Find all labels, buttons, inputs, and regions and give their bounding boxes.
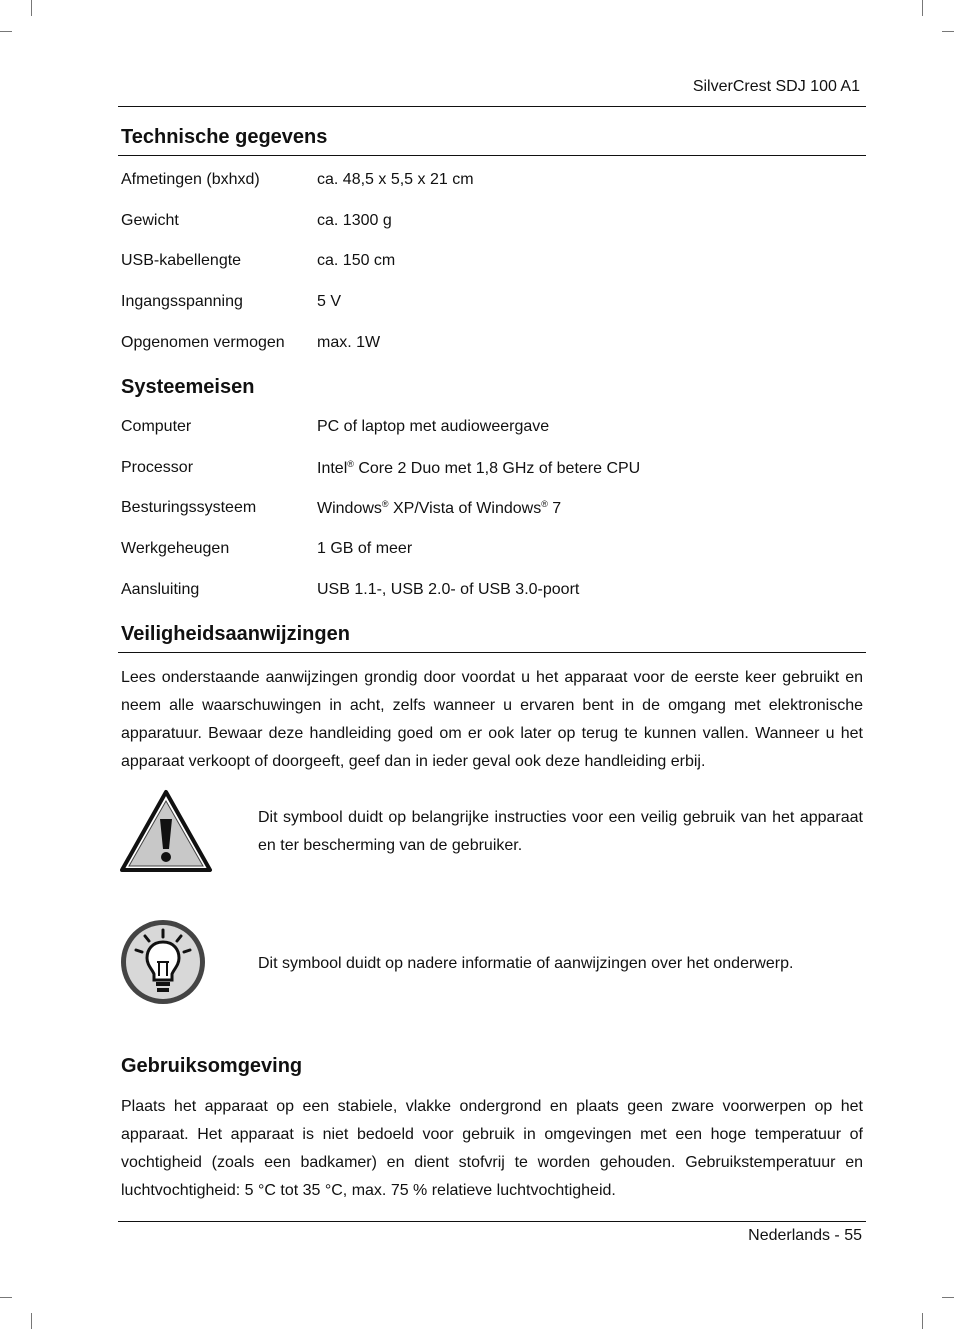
spec-label: Ingangsspanning <box>121 293 243 310</box>
section-rule <box>118 155 866 156</box>
spec-label: Afmetingen (bxhxd) <box>121 171 260 188</box>
spec-value: ca. 1300 g <box>317 212 392 229</box>
registered-mark: ® <box>381 499 389 509</box>
requirement-label: Computer <box>121 418 192 435</box>
crop-mark <box>0 1297 12 1298</box>
value-text: Intel <box>317 460 348 477</box>
value-text: 7 <box>547 500 562 517</box>
section-title-environment: Gebruiksomgeving <box>121 1055 303 1077</box>
registered-mark: ® <box>347 459 354 469</box>
requirement-value <box>317 459 640 478</box>
crop-mark <box>922 0 923 16</box>
crop-mark <box>942 1297 954 1298</box>
requirement-label: Aansluiting <box>121 581 200 598</box>
section-title-safety: Veiligheidsaanwijzingen <box>121 623 350 645</box>
running-header: SilverCrest SDJ 100 A1 <box>692 78 860 95</box>
requirement-value <box>317 499 561 518</box>
safety-intro: Lees onderstaande aanwijzingen grondig door voordat u het apparaat voor de eerste keer gebruikt en neem alle waarschuwingen in acht, zelfs wanneer u ervaren bent in de omgang met elektronische apparatuur. Bewaar deze handleiding goed om er ook later op terug te kunnen vallen. Wanneer u het apparaat verkoopt of doorgeeft, geef dan in ieder geval ook deze handleiding erbij. <box>121 669 863 770</box>
value-text: Windows <box>317 500 382 517</box>
requirement-value: USB 1.1-, USB 2.0- of USB 3.0-poort <box>317 581 580 598</box>
section-title-tech: Technische gegevens <box>121 126 328 148</box>
value-text: XP/Vista of Windows <box>388 500 542 517</box>
spec-value: ca. 48,5 x 5,5 x 21 cm <box>317 171 474 188</box>
section-title-system: Systeemeisen <box>121 376 255 398</box>
spec-value: 5 V <box>317 293 342 310</box>
footer-rule <box>118 1221 866 1222</box>
lightbulb-icon <box>119 918 207 1006</box>
value-text: Core 2 Duo met 1,8 GHz of betere CPU <box>353 460 641 477</box>
warning-text: Dit symbool duidt op belangrijke instructies voor een veilig gebruik van het apparaat en ter bescherming van de gebruiker. <box>258 809 863 854</box>
crop-mark <box>31 0 32 16</box>
requirement-value: 1 GB of meer <box>317 540 413 557</box>
requirement-value: PC of laptop met audioweergave <box>317 418 550 435</box>
requirement-label: Processor <box>121 459 194 476</box>
crop-mark <box>0 31 12 32</box>
crop-mark <box>922 1313 923 1329</box>
spec-label: Gewicht <box>121 212 179 229</box>
requirement-label: Werkgeheugen <box>121 540 230 557</box>
page-number: Nederlands - 55 <box>748 1227 862 1244</box>
spec-value: ca. 150 cm <box>317 252 396 269</box>
info-text: Dit symbool duidt op nadere informatie of aanwijzingen over het onderwerp. <box>258 955 794 972</box>
crop-mark <box>31 1313 32 1329</box>
spec-value: max. 1W <box>317 334 381 351</box>
registered-mark: ® <box>541 499 548 509</box>
warning-triangle-icon <box>119 789 213 873</box>
crop-mark <box>942 31 954 32</box>
spec-label: Opgenomen vermogen <box>121 334 285 351</box>
spec-label: USB-kabellengte <box>121 252 242 269</box>
section-rule <box>118 652 866 653</box>
header-rule <box>118 106 866 107</box>
environment-text: Plaats het apparaat op een stabiele, vlakke ondergrond en plaats geen zware voorwerpen op het apparaat. Het apparaat is niet bedoeld voor gebruik in omgevingen met een hoge temperatuur of vochtigheid (zoals een badkamer) en dient stofvrij te worden gehouden. Gebruikstemperatuur en luchtvochtigheid: 5 °C tot 35 °C, max. 75 % relatieve luchtvochtigheid. <box>121 1098 863 1199</box>
requirement-label: Besturingssysteem <box>121 499 257 516</box>
